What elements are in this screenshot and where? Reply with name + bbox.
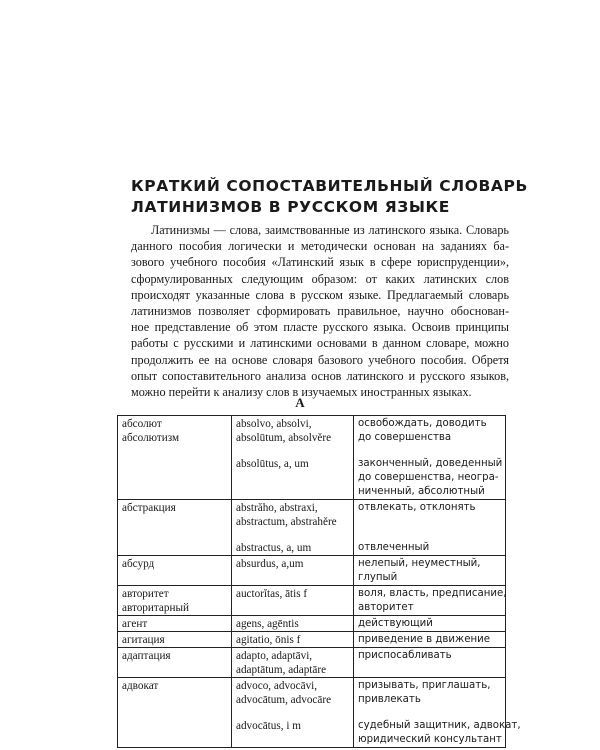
russian-term: абсолютизм — [122, 432, 180, 444]
meaning-text: до совершенства — [358, 432, 452, 443]
meaning-text: действующий — [358, 618, 433, 629]
meaning-text: отвлекать, отклонять — [358, 502, 476, 513]
russian-term: абстракция — [122, 502, 176, 514]
table-row — [118, 632, 506, 648]
meaning-cell — [354, 648, 506, 678]
russian-term-cell — [118, 678, 232, 748]
meaning-cell — [354, 586, 506, 616]
meaning-cell — [354, 500, 506, 556]
latin-form: abstractum, abstrahěre — [236, 516, 337, 528]
table-row — [118, 648, 506, 678]
meaning-cell — [354, 416, 506, 500]
latin-form: abstrăho, abstraxi, — [236, 502, 318, 514]
table-row — [118, 500, 506, 556]
meaning-text: законченный, доведенный — [358, 458, 503, 469]
meaning-text: приспосабливать — [358, 650, 452, 661]
title-line-2: ЛАТИНИЗМОВ В РУССКОМ ЯЗЫКЕ — [131, 198, 450, 216]
intro-line: Латинизмы — слова, заимствованные из латинского языка. Словарь — [151, 223, 509, 237]
russian-term: абсурд — [122, 558, 155, 570]
meaning-text: судебный защитник, адвокат, — [358, 720, 521, 731]
latin-form-spacer — [236, 733, 349, 747]
latin-form: absolūtum, absolvěre — [236, 432, 332, 444]
russian-term: адвокат — [122, 680, 159, 692]
intro-line: можно перейти к анализу слов в изучаемых иностранных языках. — [131, 384, 472, 399]
meaning-text: нелепый, неуместный, — [358, 558, 481, 569]
latin-form: advoco, advocāvi, — [236, 680, 318, 692]
russian-term: адаптация — [122, 650, 171, 662]
meaning-text: до совершенства, неогра- — [358, 472, 499, 483]
block-gap — [358, 445, 501, 457]
meaning-text: ниченный, абсолютный — [358, 486, 485, 497]
latin-form-spacer — [236, 471, 349, 485]
russian-term-cell — [118, 648, 232, 678]
meaning-cell — [354, 632, 506, 648]
latin-form: advocātus, i m — [236, 720, 301, 732]
latin-form: adaptātum, adaptāre — [236, 664, 327, 676]
meaning-text: глупый — [358, 572, 398, 583]
latin-form: agens, agēntis — [236, 618, 299, 630]
latin-source-cell — [232, 616, 354, 632]
meaning-text: юридический консультант — [358, 734, 502, 745]
meaning-text: освобождать, доводить — [358, 418, 487, 429]
block-gap — [358, 707, 501, 719]
intro-line: латинизмов позволяет сформировать правильное, научно обоснован- — [131, 303, 509, 318]
dictionary-table — [117, 415, 521, 748]
table-row — [118, 586, 506, 616]
meaning-text: приведение в движение — [358, 634, 491, 645]
latin-form-spacer — [236, 601, 349, 615]
dictionary-table-body — [118, 416, 521, 748]
latin-form: absurdus, a,um — [236, 558, 304, 570]
meaning-text-spacer — [358, 663, 501, 677]
dictionary-title — [131, 176, 551, 218]
latin-form: advocātum, advocāre — [236, 694, 332, 706]
intro-line: продолжить ее на основе словаря базового учебного пособия. Обретя — [131, 352, 509, 367]
intro-line: данного пособия логически и методически основан на заданиях ба- — [131, 239, 509, 254]
russian-term-cell — [118, 632, 232, 648]
meaning-cell — [354, 678, 521, 748]
russian-term: агитация — [122, 634, 165, 646]
block-gap — [358, 529, 501, 541]
latin-source-cell — [232, 556, 354, 586]
latin-form: auctorĭtas, ātis f — [236, 588, 308, 600]
block-gap — [236, 707, 349, 719]
meaning-text: отвлеченный — [358, 542, 430, 553]
russian-term: авторитет — [122, 588, 169, 600]
russian-term-cell — [118, 500, 232, 556]
latin-source-cell — [232, 500, 354, 556]
latin-form: adapto, adaptāvi, — [236, 650, 313, 662]
russian-term-cell — [118, 616, 232, 632]
latin-form: absolūtus, a, um — [236, 458, 309, 470]
meaning-cell — [354, 616, 506, 632]
russian-term-cell — [118, 586, 232, 616]
latin-form-spacer — [236, 485, 349, 499]
table-row — [118, 616, 506, 632]
russian-term-cell — [118, 556, 232, 586]
intro-line: зового учебного пособия «Латинский язык в сфере юриспруденции», — [131, 255, 509, 270]
table-row — [118, 556, 506, 586]
latin-form: agitatio, ōnis f — [236, 634, 301, 646]
section-letter: А — [295, 395, 305, 410]
latin-source-cell — [232, 586, 354, 616]
table-row — [118, 416, 506, 500]
latin-form-spacer — [236, 571, 349, 585]
latin-source-cell — [232, 648, 354, 678]
intro-line: опыт сопоставительного анализа основ латинского и русского языков, — [131, 368, 509, 383]
meaning-text: привлекать — [358, 694, 421, 705]
title-line-1: КРАТКИЙ СОПОСТАВИТЕЛЬНЫЙ СЛОВАРЬ — [131, 177, 528, 195]
intro-line: сформулированных следующим образом: от каких латинских слов — [131, 271, 509, 286]
russian-term-cell — [118, 416, 232, 500]
meaning-text: воля, власть, предписание, — [358, 588, 507, 599]
latin-form: absolvo, absolvi, — [236, 418, 312, 430]
latin-source-cell — [232, 632, 354, 648]
latin-source-cell — [232, 678, 354, 748]
meaning-text: авторитет — [358, 602, 414, 613]
block-gap — [236, 529, 349, 541]
intro-line: происходят указанные слова в русском языке. Предлагаемый словарь — [131, 287, 509, 302]
meaning-text-spacer — [358, 515, 501, 529]
intro-paragraph — [131, 222, 509, 400]
intro-line: ное представление об этом пласте русского языка. Освоив принципы — [131, 320, 509, 335]
latin-source-cell — [232, 416, 354, 500]
block-gap — [236, 445, 349, 457]
meaning-cell — [354, 556, 506, 586]
latin-form: abstractus, a, um — [236, 542, 312, 554]
table-row — [118, 678, 506, 748]
russian-term: абсолют — [122, 418, 162, 430]
intro-line: работы с русскими и латинскими основами в данном словаре, можно — [131, 336, 509, 351]
russian-term: авторитарный — [122, 602, 189, 614]
meaning-text: призывать, приглашать, — [358, 680, 491, 691]
russian-term: агент — [122, 618, 148, 630]
